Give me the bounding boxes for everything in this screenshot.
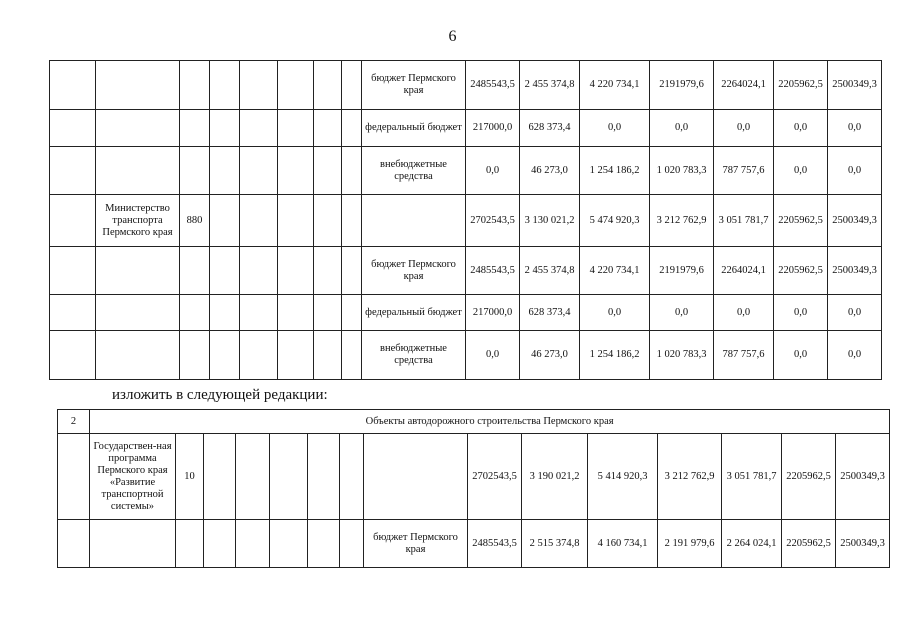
classification-cell <box>314 61 342 110</box>
amount-cell: 2 191 979,6 <box>658 520 722 568</box>
amount-cell: 2500349,3 <box>828 61 882 110</box>
amount-cell: 2205962,5 <box>774 61 828 110</box>
code-cell <box>180 147 210 195</box>
code-cell <box>180 247 210 295</box>
amount-cell: 2485543,5 <box>466 247 520 295</box>
classification-cell <box>240 147 278 195</box>
classification-cell <box>278 247 314 295</box>
index-cell <box>50 147 96 195</box>
classification-cell <box>314 331 342 380</box>
amount-cell: 1 020 783,3 <box>650 147 714 195</box>
amount-cell: 3 212 762,9 <box>658 434 722 520</box>
amount-cell: 2191979,6 <box>650 61 714 110</box>
amount-cell: 628 373,4 <box>520 295 580 331</box>
funding-source-cell: внебюджетные средства <box>362 147 466 195</box>
amount-cell: 0,0 <box>774 331 828 380</box>
amount-cell: 0,0 <box>828 110 882 147</box>
funding-source-cell: бюджет Пермского края <box>362 61 466 110</box>
code-cell <box>180 61 210 110</box>
classification-cell <box>210 61 240 110</box>
classification-cell <box>210 110 240 147</box>
classification-cell <box>236 520 270 568</box>
amount-cell: 1 020 783,3 <box>650 331 714 380</box>
amount-cell: 2 455 374,8 <box>520 247 580 295</box>
amount-cell: 2205962,5 <box>782 434 836 520</box>
code-cell <box>180 295 210 331</box>
program-name-cell <box>96 295 180 331</box>
amount-cell: 4 220 734,1 <box>580 61 650 110</box>
amount-cell: 46 273,0 <box>520 331 580 380</box>
table-row <box>50 110 882 147</box>
amount-cell: 2485543,5 <box>466 61 520 110</box>
amount-cell: 3 051 781,7 <box>714 195 774 247</box>
classification-cell <box>210 147 240 195</box>
amount-cell: 0,0 <box>774 147 828 195</box>
funding-source-cell: федеральный бюджет <box>362 295 466 331</box>
index-cell <box>50 295 96 331</box>
classification-cell <box>314 247 342 295</box>
amount-cell: 787 757,6 <box>714 331 774 380</box>
amount-cell: 2500349,3 <box>836 434 890 520</box>
classification-cell <box>314 110 342 147</box>
amount-cell: 5 414 920,3 <box>588 434 658 520</box>
classification-cell <box>342 110 362 147</box>
index-cell <box>50 61 96 110</box>
program-name-cell <box>90 520 176 568</box>
funding-source-cell <box>364 434 468 520</box>
classification-cell <box>340 434 364 520</box>
classification-cell <box>342 147 362 195</box>
amount-cell: 46 273,0 <box>520 147 580 195</box>
amount-cell: 2702543,5 <box>468 434 522 520</box>
table-row <box>58 520 890 568</box>
classification-cell <box>240 247 278 295</box>
classification-cell <box>270 520 308 568</box>
amount-cell: 2702543,5 <box>466 195 520 247</box>
classification-cell <box>314 147 342 195</box>
classification-cell <box>342 247 362 295</box>
classification-cell <box>278 295 314 331</box>
amount-cell: 0,0 <box>580 295 650 331</box>
amount-cell: 2500349,3 <box>836 520 890 568</box>
classification-cell <box>204 434 236 520</box>
amount-cell: 0,0 <box>466 331 520 380</box>
classification-cell <box>210 331 240 380</box>
table-row <box>50 331 882 380</box>
classification-cell <box>342 61 362 110</box>
classification-cell <box>204 520 236 568</box>
code-cell: 880 <box>180 195 210 247</box>
amount-cell: 5 474 920,3 <box>580 195 650 247</box>
amount-cell: 0,0 <box>774 110 828 147</box>
amount-cell: 0,0 <box>466 147 520 195</box>
amount-cell: 4 220 734,1 <box>580 247 650 295</box>
classification-cell <box>210 195 240 247</box>
table-row <box>50 295 882 331</box>
amount-cell: 2500349,3 <box>828 247 882 295</box>
amount-cell: 217000,0 <box>466 110 520 147</box>
program-name-cell <box>96 110 180 147</box>
amount-cell: 0,0 <box>714 110 774 147</box>
amount-cell: 0,0 <box>650 110 714 147</box>
amount-cell: 217000,0 <box>466 295 520 331</box>
classification-cell <box>240 331 278 380</box>
table-row <box>50 61 882 110</box>
section-number: 2 <box>58 410 90 434</box>
classification-cell <box>210 247 240 295</box>
funding-source-cell: федеральный бюджет <box>362 110 466 147</box>
classification-cell <box>342 331 362 380</box>
amount-cell: 2500349,3 <box>828 195 882 247</box>
amount-cell: 2485543,5 <box>468 520 522 568</box>
index-cell <box>58 520 90 568</box>
code-cell: 10 <box>176 434 204 520</box>
classification-cell <box>236 434 270 520</box>
amount-cell: 2205962,5 <box>782 520 836 568</box>
amount-cell: 0,0 <box>828 295 882 331</box>
amount-cell: 0,0 <box>714 295 774 331</box>
amount-cell: 0,0 <box>828 147 882 195</box>
classification-cell <box>340 520 364 568</box>
classification-cell <box>308 520 340 568</box>
amount-cell: 2 515 374,8 <box>522 520 588 568</box>
amount-cell: 2264024,1 <box>714 247 774 295</box>
classification-cell <box>240 61 278 110</box>
index-cell <box>50 331 96 380</box>
classification-cell <box>278 61 314 110</box>
program-name-cell: Министерство транспорта Пермского края <box>96 195 180 247</box>
amount-cell: 2 264 024,1 <box>722 520 782 568</box>
classification-cell <box>210 295 240 331</box>
amount-cell: 0,0 <box>650 295 714 331</box>
program-name-cell: Государствен-ная программа Пермского края «Развитие транспортной системы» <box>90 434 176 520</box>
table-row <box>50 195 882 247</box>
program-name-cell <box>96 247 180 295</box>
amount-cell: 2205962,5 <box>774 195 828 247</box>
amount-cell: 2264024,1 <box>714 61 774 110</box>
code-cell <box>180 110 210 147</box>
program-name-cell <box>96 331 180 380</box>
funding-table-current-body <box>50 61 882 380</box>
amount-cell: 3 212 762,9 <box>650 195 714 247</box>
section-header-row <box>58 410 890 434</box>
funding-source-cell: бюджет Пермского края <box>362 247 466 295</box>
table-row <box>50 147 882 195</box>
table-row <box>50 247 882 295</box>
index-cell <box>50 110 96 147</box>
amount-cell: 2205962,5 <box>774 247 828 295</box>
classification-cell <box>342 295 362 331</box>
amount-cell: 1 254 186,2 <box>580 331 650 380</box>
program-name-cell <box>96 147 180 195</box>
funding-table-current <box>49 60 882 380</box>
amount-cell: 1 254 186,2 <box>580 147 650 195</box>
funding-source-cell: бюджет Пермского края <box>364 520 468 568</box>
intro-text: изложить в следующей редакции: <box>112 387 328 403</box>
classification-cell <box>278 110 314 147</box>
classification-cell <box>240 295 278 331</box>
section-title: Объекты автодорожного строительства Пермского края <box>90 410 890 434</box>
amount-cell: 0,0 <box>774 295 828 331</box>
classification-cell <box>308 434 340 520</box>
amount-cell: 2191979,6 <box>650 247 714 295</box>
amount-cell: 0,0 <box>828 331 882 380</box>
amount-cell: 628 373,4 <box>520 110 580 147</box>
amount-cell: 3 190 021,2 <box>522 434 588 520</box>
classification-cell <box>278 195 314 247</box>
funding-table-new <box>57 409 890 568</box>
index-cell <box>50 247 96 295</box>
classification-cell <box>278 331 314 380</box>
program-name-cell <box>96 61 180 110</box>
code-cell <box>180 331 210 380</box>
amount-cell: 787 757,6 <box>714 147 774 195</box>
classification-cell <box>270 434 308 520</box>
classification-cell <box>240 195 278 247</box>
amount-cell: 0,0 <box>580 110 650 147</box>
page-number: 6 <box>448 28 457 45</box>
amount-cell: 2 455 374,8 <box>520 61 580 110</box>
classification-cell <box>240 110 278 147</box>
funding-source-cell <box>362 195 466 247</box>
funding-table-new-body <box>58 434 890 568</box>
amount-cell: 4 160 734,1 <box>588 520 658 568</box>
index-cell <box>58 434 90 520</box>
classification-cell <box>342 195 362 247</box>
classification-cell <box>314 295 342 331</box>
index-cell <box>50 195 96 247</box>
funding-source-cell: внебюджетные средства <box>362 331 466 380</box>
classification-cell <box>314 195 342 247</box>
classification-cell <box>278 147 314 195</box>
table-row <box>58 434 890 520</box>
code-cell <box>176 520 204 568</box>
amount-cell: 3 130 021,2 <box>520 195 580 247</box>
amount-cell: 3 051 781,7 <box>722 434 782 520</box>
